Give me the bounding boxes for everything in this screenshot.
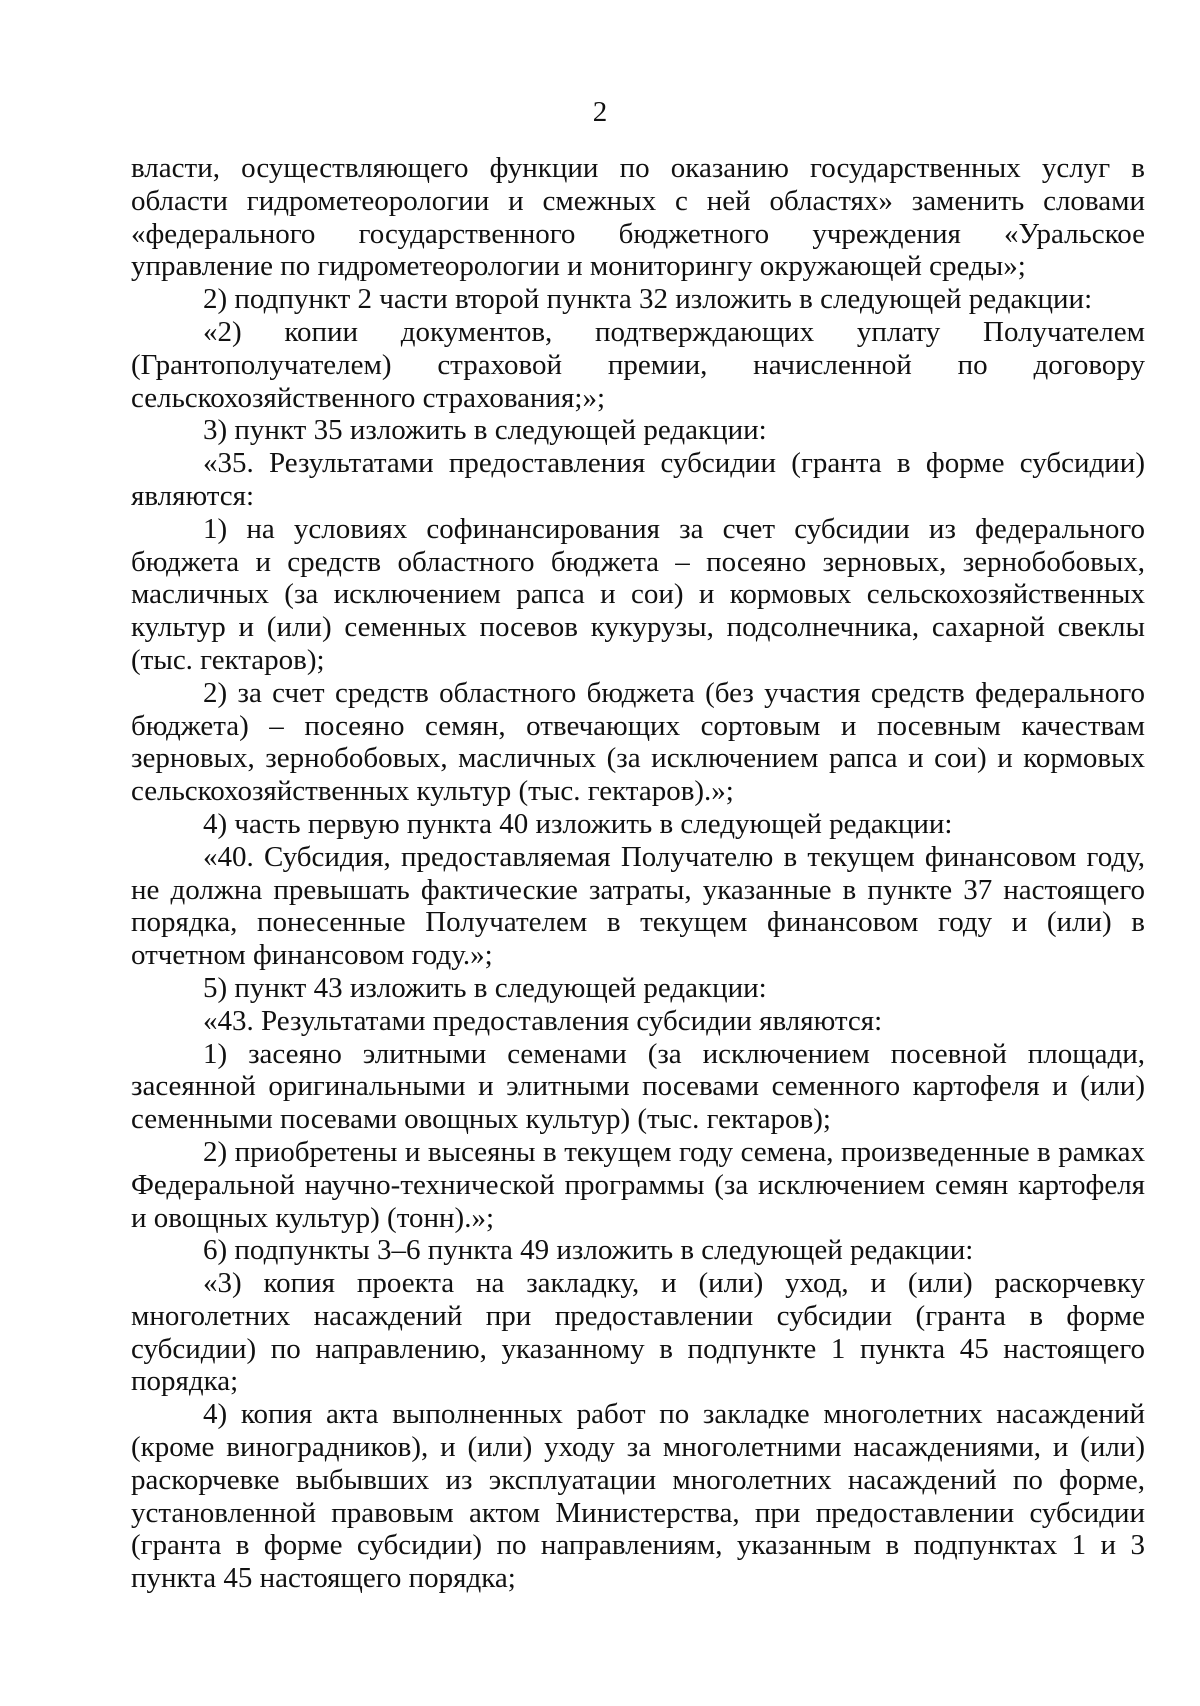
paragraph-14: 6) подпункты 3–6 пункта 49 изложить в следующей редакции: [203,1234,974,1267]
paragraph-3: «2) копии документов, подтверждающих уплату Получателем (Грантополучателем) страховой премии, начисленной по договору сельскохозяйственного страхования;»; [131,315,1145,414]
document-body [131,152,1145,1595]
paragraph-11: «43. Результатами предоставления субсидии являются: [203,1004,883,1037]
paragraph-15: «3) копия проекта на закладку, и (или) уход, и (или) раскорчевку многолетних насаждений при предоставлении субсидии (гранта в форме субсидии) по направлению, указанному в подпункте 1 пункта 45 настоящего порядка; [131,1267,1145,1398]
page-number: 2 [592,96,608,128]
paragraph-9: «40. Субсидия, предоставляемая Получателю в текущем финансовом году, не должна превышать фактические затраты, указанные в пункте 37 настоящего порядка, понесенные Получателем в текущем финансовом году и (или) в отчетном финансовом году.»; [131,840,1145,972]
paragraph-8: 4) часть первую пункта 40 изложить в следующей редакции: [203,807,953,840]
paragraph-16: 4) копия акта выполненных работ по закладке многолетних насаждений (кроме виноградников), и (или) уходу за многолетними насаждениями, и (или) раскорчевке выбывших из эксплуатации многолетних насаждений по форме, установленной правовым актом Министерства, при предоставлении субсидии (гранта в форме субсидии) по направлениям, указанным в подпунктах 1 и 3 пункта 45 настоящего порядка; [131,1398,1145,1595]
paragraph-12: 1) засеяно элитными семенами (за исключением посевной площади, засеянной оригинальными и элитными посевами семенного картофеля и (или) семенными посевами овощных культур) (тыс. гектаров); [131,1037,1145,1136]
paragraph-13: 2) приобретены и высеяны в текущем году семена, произведенные в рамках Федеральной научно-технической программы (за исключением семян картофеля и овощных культур) (тонн).»; [131,1135,1145,1234]
paragraph-2: 2) подпункт 2 части второй пункта 32 изложить в следующей редакции: [203,283,1093,316]
paragraph-10: 5) пункт 43 изложить в следующей редакции: [203,971,767,1004]
paragraph-4: 3) пункт 35 изложить в следующей редакции: [203,414,767,447]
paragraph-7: 2) за счет средств областного бюджета (без участия средств федерального бюджета) – посеяно семян, отвечающих сортовым и посевным качествам зерновых, зернобобовых, масличных (за исключением рапса и сои) и кормовых сельскохозяйственных культур (тыс. гектаров).»; [131,676,1145,808]
paragraph-1: власти, осуществляющего функции по оказанию государственных услуг в области гидрометеорологии и смежных с ней областях» заменить словами «федерального государственного бюджетного учреждения «Уральское управление по гидрометеорологии и мониторингу окружающей среды»; [131,152,1145,283]
paragraph-5: «35. Результатами предоставления субсидии (гранта в форме субсидии) являются: [131,447,1145,512]
paragraph-6: 1) на условиях софинансирования за счет субсидии из федерального бюджета и средств областного бюджета – посеяно зерновых, зернобобовых, масличных (за исключением рапса и сои) и кормовых сельскохозяйственных культур и (или) семенных посевов кукурузы, подсолнечника, сахарной свеклы (тыс. гектаров); [131,512,1145,676]
